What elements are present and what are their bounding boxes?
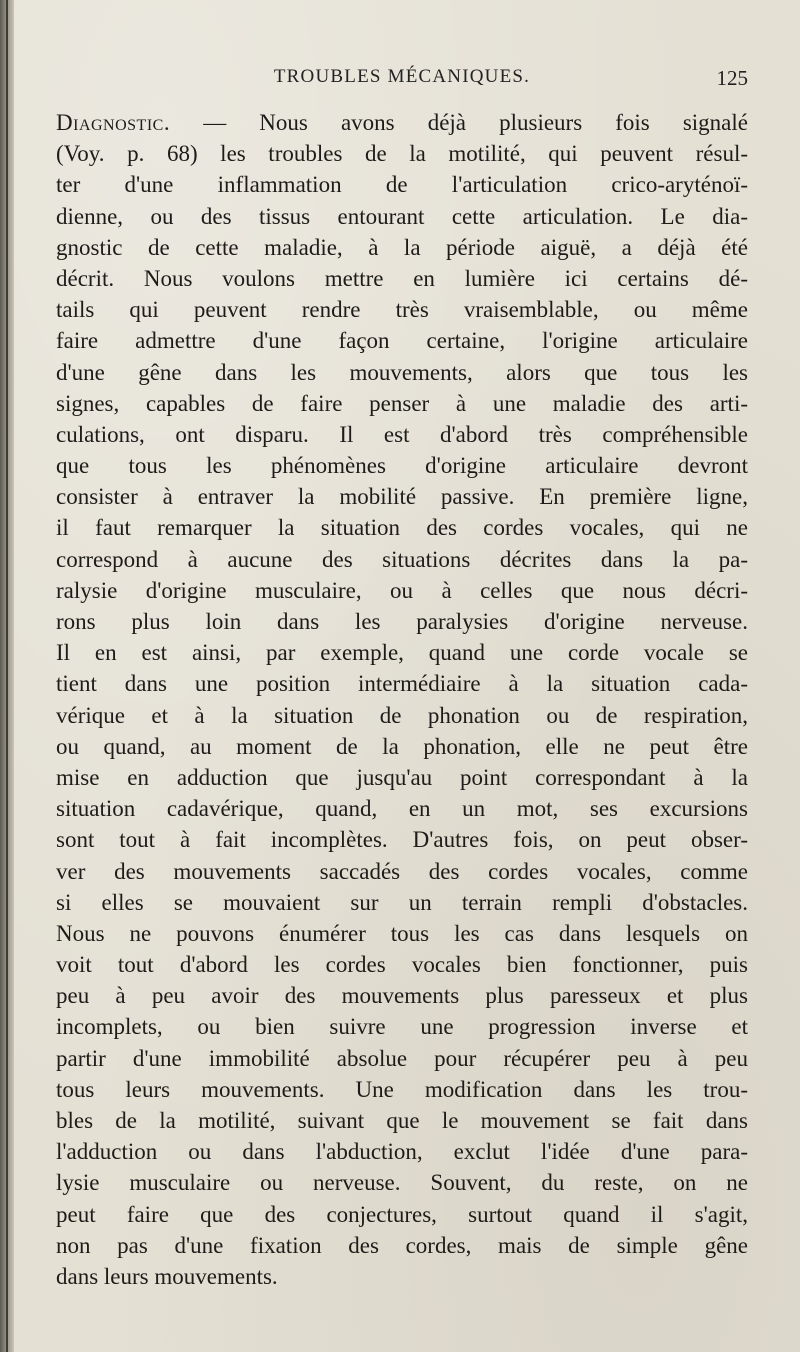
text-line: rons plus loin dans les paralysies d'origine nerveuse.	[56, 609, 748, 634]
text-line: ver des mouvements saccadés des cordes vocales, comme	[56, 858, 748, 884]
text-line: dienne, ou des tissus entourant cette articulation. Le dia-	[56, 203, 748, 229]
text-line: ter d'une inflammation de l'articulation crico-aryténoï-	[56, 172, 748, 198]
text-line: faire admettre d'une façon certaine, l'origine articulaire	[56, 328, 748, 354]
text-line: tient dans une position intermédiaire à la situation cada-	[56, 671, 748, 697]
page-number: 125	[716, 66, 748, 90]
text-line	[56, 107, 748, 138]
section-heading: Diagnostic.	[56, 110, 171, 135]
paragraph	[56, 107, 748, 1292]
text-line: gnostic de cette maladie, à la période aiguë, a déjà été	[56, 234, 748, 260]
text-line: lysie musculaire ou nerveuse. Souvent, du reste, on ne	[56, 1170, 748, 1196]
text-line: que tous les phénomènes d'origine articulaire devront	[56, 453, 748, 479]
text-line: Nous ne pouvons énumérer tous les cas dans lesquels on	[56, 920, 748, 946]
running-head: TROUBLES MÉCANIQUES.	[273, 66, 531, 87]
text-line: tails qui peuvent rendre très vraisemblable, ou même	[56, 297, 748, 323]
page-header	[56, 60, 748, 104]
text-line: situation cadavérique, quand, en un mot, ses excursions	[56, 796, 748, 822]
text-line: mise en adduction que jusqu'au point correspondant à la	[56, 764, 748, 790]
text-line: décrit. Nous voulons mettre en lumière ici certains dé-	[56, 265, 748, 291]
text-line: sont tout à fait incomplètes. D'autres fois, on peut obser-	[56, 827, 748, 853]
text-line: (Voy. p. 68) les troubles de la motilité, qui peuvent résul-	[56, 141, 748, 167]
text-line: d'une gêne dans les mouvements, alors que tous les	[56, 359, 748, 385]
text-line: dans leurs mouvements.	[56, 1263, 278, 1289]
binding-shadow-line	[6, 0, 8, 1352]
text-line: consister à entraver la mobilité passive. En première ligne,	[56, 484, 748, 510]
text-line: voit tout d'abord les cordes vocales bien fonctionner, puis	[56, 952, 748, 978]
text-line: signes, capables de faire penser à une maladie des arti-	[56, 390, 748, 416]
text-line: si elles se mouvaient sur un terrain rempli d'obstacles.	[56, 889, 748, 915]
text-line: l'adduction ou dans l'abduction, exclut l'idée d'une para-	[56, 1139, 748, 1165]
text-line: tous leurs mouvements. Une modification dans les trou-	[56, 1076, 748, 1102]
text-line: vérique et à la situation de phonation ou de respiration,	[56, 702, 748, 728]
text-line: bles de la motilité, suivant que le mouvement se fait dans	[56, 1108, 748, 1133]
text-line-content: — Nous avons déjà plusieurs fois signalé	[170, 110, 748, 135]
text-line: incomplets, ou bien suivre une progression inverse et	[56, 1014, 748, 1040]
text-line: ou quand, au moment de la phonation, elle ne peut être	[56, 733, 748, 759]
text-line: ralysie d'origine musculaire, ou à celles que nous décri-	[56, 577, 748, 603]
text-line: culations, ont disparu. Il est d'abord très compréhensible	[56, 421, 748, 447]
text-line: non pas d'une fixation des cordes, mais de simple gêne	[56, 1232, 748, 1258]
text-line: partir d'une immobilité absolue pour récupérer peu à peu	[56, 1045, 748, 1071]
text-line: peut faire que des conjectures, surtout quand il s'agit,	[56, 1201, 748, 1227]
text-line: correspond à aucune des situations décrites dans la pa-	[56, 546, 748, 572]
text-line: Il en est ainsi, par exemple, quand une corde vocale se	[56, 640, 748, 666]
text-line: il faut remarquer la situation des cordes vocales, qui ne	[56, 515, 748, 541]
text-line: peu à peu avoir des mouvements plus paresseux et plus	[56, 983, 748, 1009]
